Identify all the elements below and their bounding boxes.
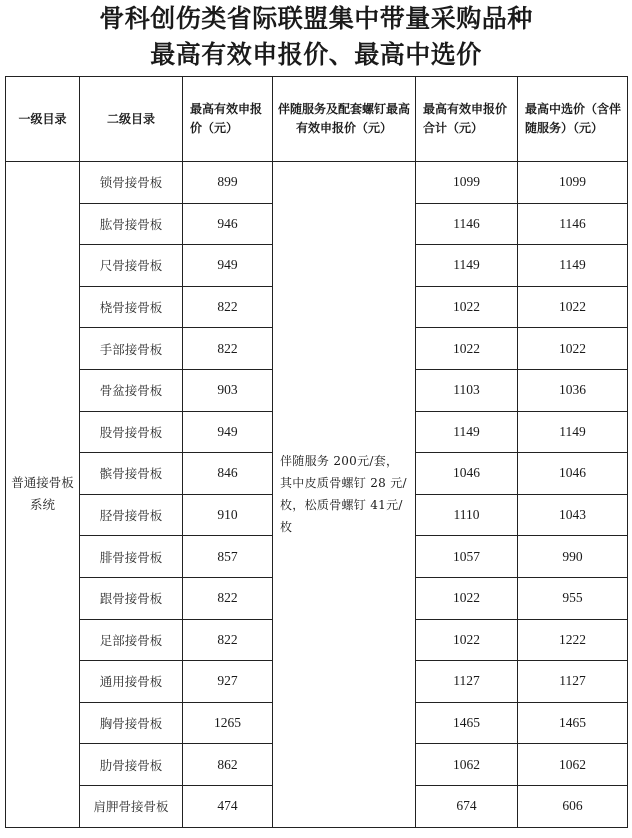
- declared-price-cell: 822: [183, 577, 273, 619]
- declared-price-cell: 474: [183, 785, 273, 827]
- level2-category-cell: 肱骨接骨板: [80, 203, 183, 245]
- selected-price-cell: 1222: [518, 619, 628, 661]
- selected-price-cell: 1127: [518, 661, 628, 703]
- header-level1: 一级目录: [6, 77, 80, 162]
- total-price-cell: 1127: [416, 661, 518, 703]
- header-service-price: 伴随服务及配套螺钉最高有效申报价（元）: [273, 77, 416, 162]
- level2-category-cell: 胫骨接骨板: [80, 494, 183, 536]
- selected-price-cell: 1146: [518, 203, 628, 245]
- selected-price-cell: 1062: [518, 744, 628, 786]
- total-price-cell: 1465: [416, 702, 518, 744]
- level2-category-cell: 通用接骨板: [80, 661, 183, 703]
- total-price-cell: 1062: [416, 744, 518, 786]
- declared-price-cell: 1265: [183, 702, 273, 744]
- total-price-cell: 1022: [416, 577, 518, 619]
- total-price-cell: 1057: [416, 536, 518, 578]
- declared-price-cell: 857: [183, 536, 273, 578]
- selected-price-cell: 990: [518, 536, 628, 578]
- declared-price-cell: 822: [183, 619, 273, 661]
- declared-price-cell: 822: [183, 328, 273, 370]
- level2-category-cell: 肩胛骨接骨板: [80, 785, 183, 827]
- total-price-cell: 1099: [416, 162, 518, 204]
- selected-price-cell: 606: [518, 785, 628, 827]
- selected-price-cell: 1465: [518, 702, 628, 744]
- level2-category-cell: 骨盆接骨板: [80, 369, 183, 411]
- table-header-row: [6, 77, 628, 162]
- service-price-cell: 伴随服务 200元/套，其中皮质骨螺钉 28 元/枚，松质骨螺钉 41元/枚: [273, 162, 416, 828]
- table-body: [6, 162, 628, 828]
- selected-price-cell: 1022: [518, 286, 628, 328]
- header-selected-price: 最高中选价（含伴随服务）（元）: [518, 77, 628, 162]
- level2-category-cell: 跟骨接骨板: [80, 577, 183, 619]
- declared-price-cell: 949: [183, 245, 273, 287]
- level2-category-cell: 桡骨接骨板: [80, 286, 183, 328]
- level2-category-cell: 尺骨接骨板: [80, 245, 183, 287]
- selected-price-cell: 1149: [518, 411, 628, 453]
- selected-price-cell: 1149: [518, 245, 628, 287]
- selected-price-cell: 1099: [518, 162, 628, 204]
- declared-price-cell: 946: [183, 203, 273, 245]
- selected-price-cell: 1036: [518, 369, 628, 411]
- table-row: [6, 162, 628, 204]
- level1-category-cell: 普通接骨板系统: [6, 162, 80, 828]
- total-price-cell: 1022: [416, 619, 518, 661]
- total-price-cell: 1046: [416, 453, 518, 495]
- level2-category-cell: 肋骨接骨板: [80, 744, 183, 786]
- level2-category-cell: 髌骨接骨板: [80, 453, 183, 495]
- declared-price-cell: 862: [183, 744, 273, 786]
- total-price-cell: 674: [416, 785, 518, 827]
- page-subtitle: 最高有效申报价、最高中选价: [150, 40, 482, 69]
- header-total-price: 最高有效申报价合计（元）: [416, 77, 518, 162]
- total-price-cell: 1149: [416, 411, 518, 453]
- level2-category-cell: 手部接骨板: [80, 328, 183, 370]
- declared-price-cell: 927: [183, 661, 273, 703]
- declared-price-cell: 910: [183, 494, 273, 536]
- level2-category-cell: 腓骨接骨板: [80, 536, 183, 578]
- declared-price-cell: 899: [183, 162, 273, 204]
- level2-category-cell: 胸骨接骨板: [80, 702, 183, 744]
- declared-price-cell: 949: [183, 411, 273, 453]
- price-table: [5, 76, 628, 828]
- selected-price-cell: 1046: [518, 453, 628, 495]
- total-price-cell: 1146: [416, 203, 518, 245]
- selected-price-cell: 1022: [518, 328, 628, 370]
- total-price-cell: 1149: [416, 245, 518, 287]
- header-declared-price: 最高有效申报价（元）: [183, 77, 273, 162]
- declared-price-cell: 846: [183, 453, 273, 495]
- declared-price-cell: 822: [183, 286, 273, 328]
- total-price-cell: 1110: [416, 494, 518, 536]
- level2-category-cell: 股骨接骨板: [80, 411, 183, 453]
- header-level2: 二级目录: [80, 77, 183, 162]
- selected-price-cell: 955: [518, 577, 628, 619]
- total-price-cell: 1022: [416, 328, 518, 370]
- total-price-cell: 1103: [416, 369, 518, 411]
- selected-price-cell: 1043: [518, 494, 628, 536]
- declared-price-cell: 903: [183, 369, 273, 411]
- page-title: 骨科创伤类省际联盟集中带量采购品种: [99, 4, 533, 33]
- total-price-cell: 1022: [416, 286, 518, 328]
- level2-category-cell: 锁骨接骨板: [80, 162, 183, 204]
- level2-category-cell: 足部接骨板: [80, 619, 183, 661]
